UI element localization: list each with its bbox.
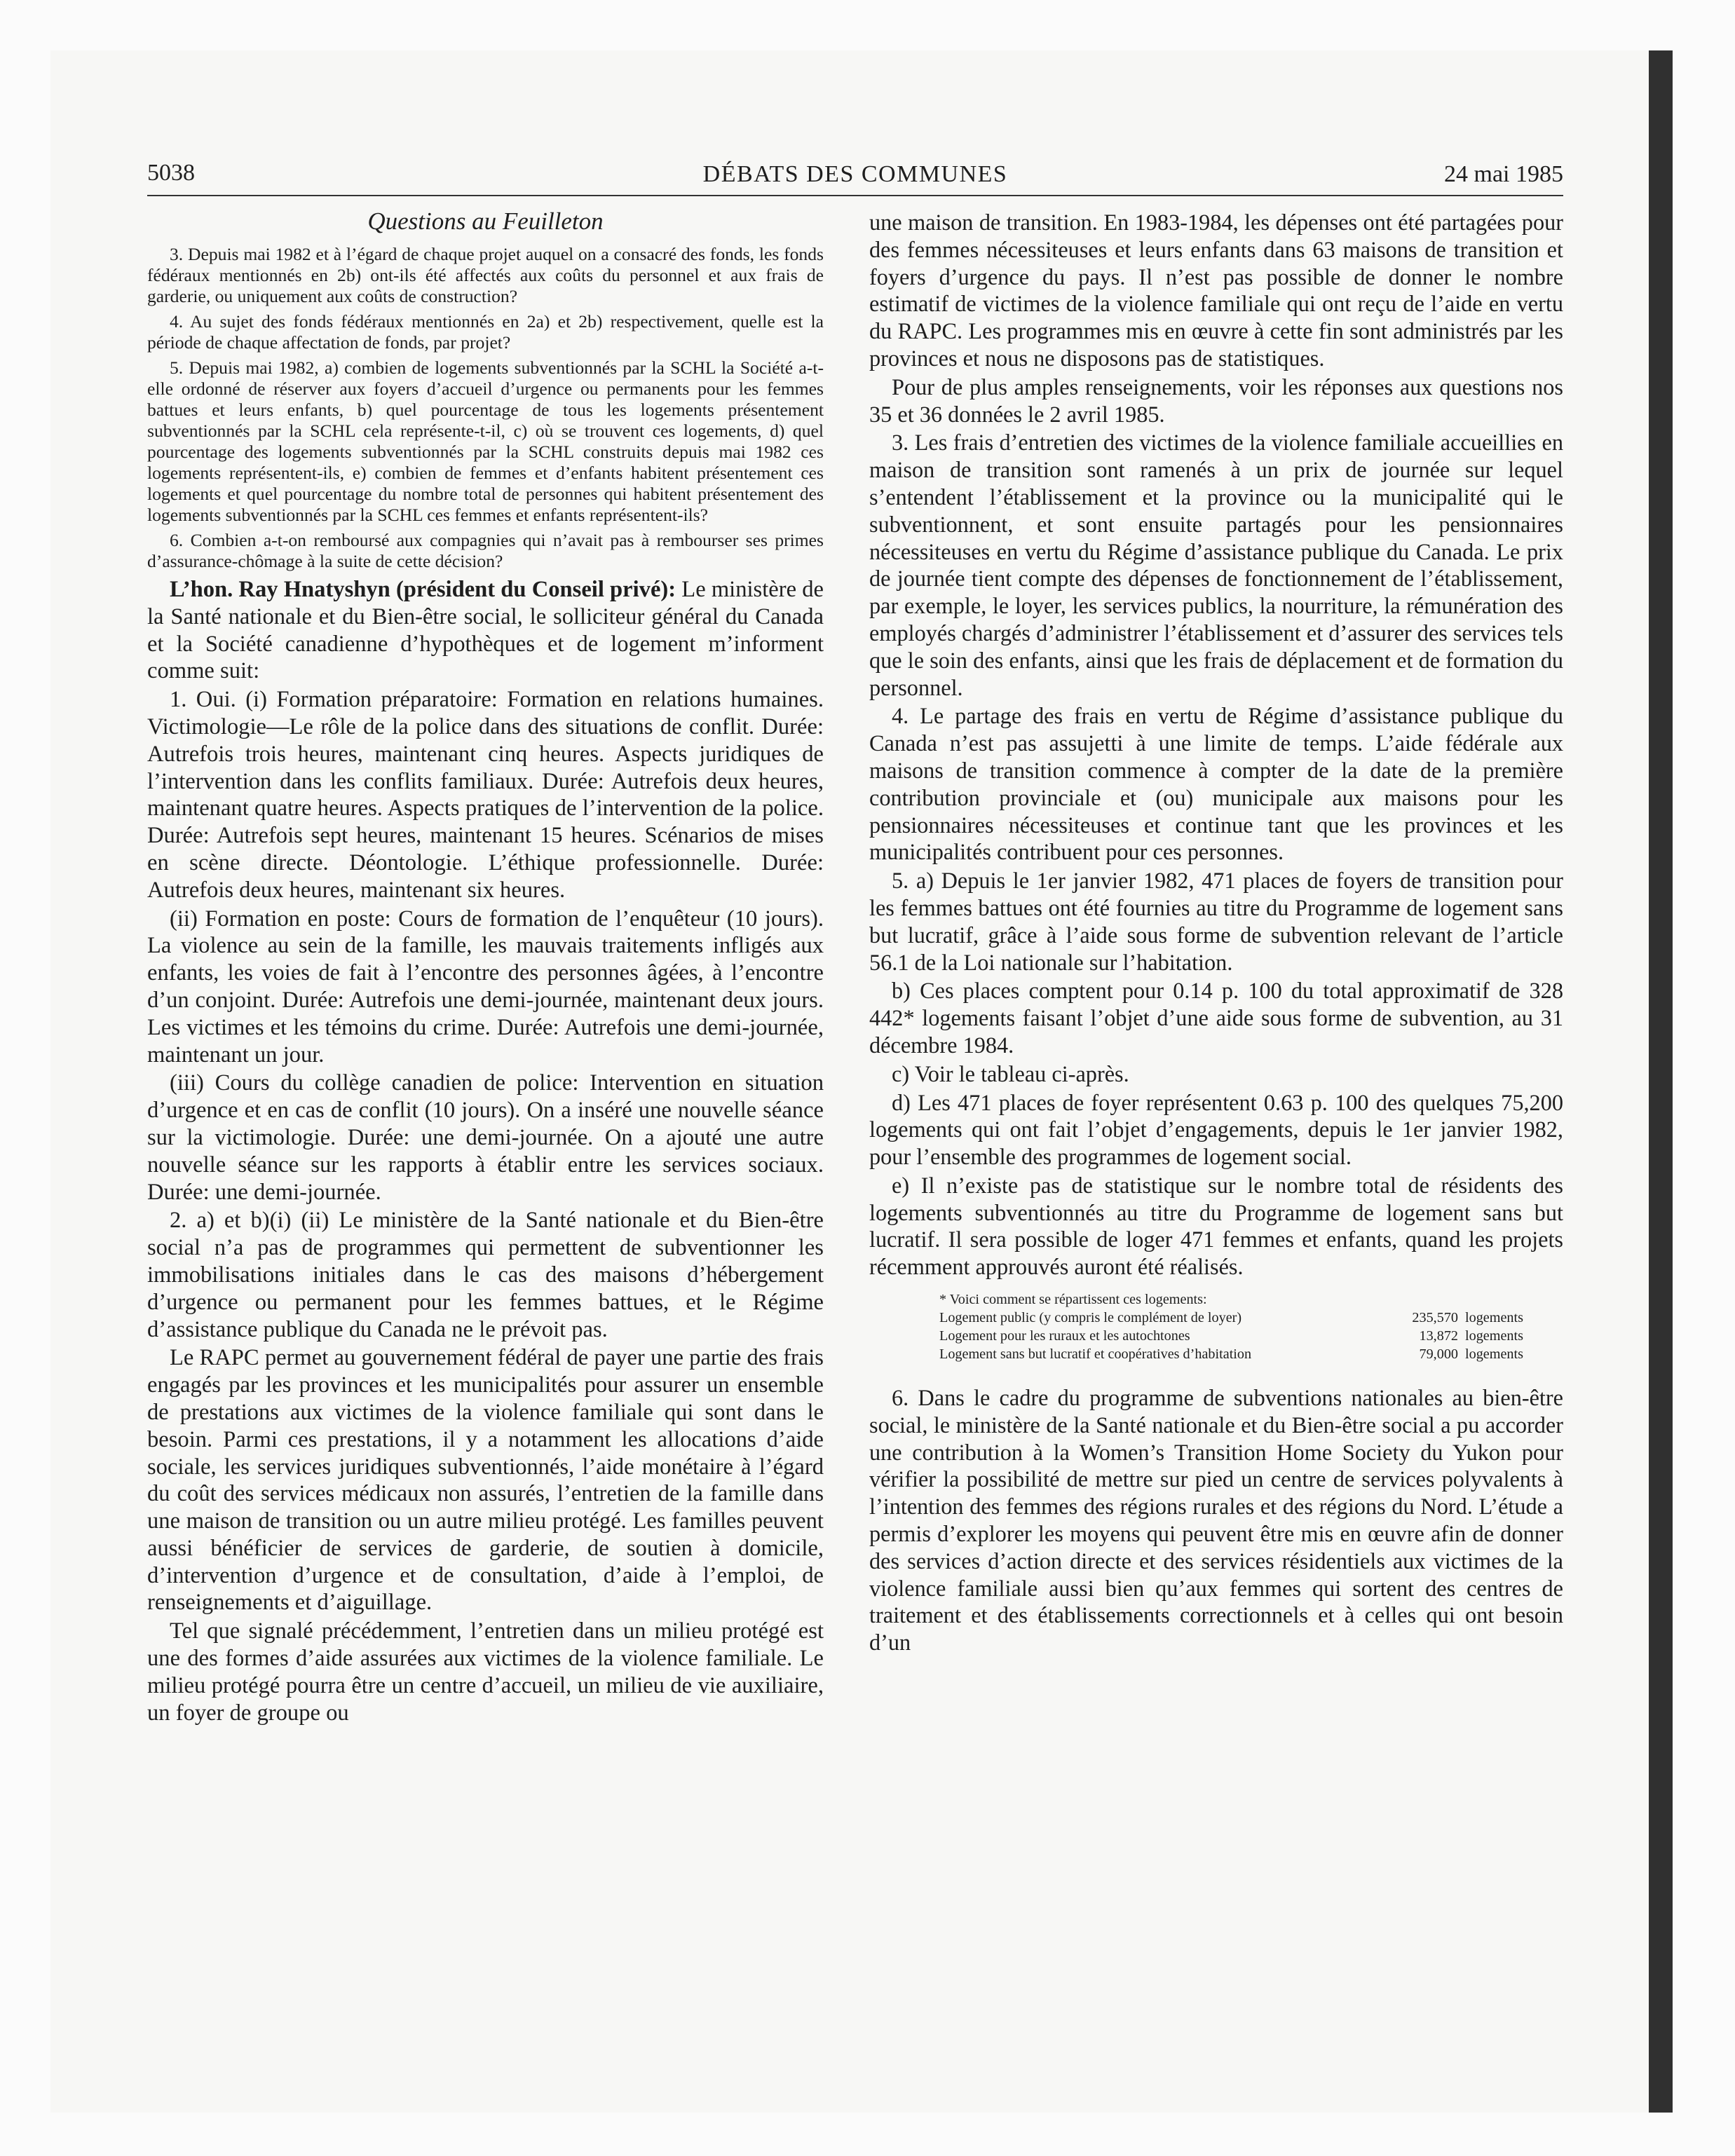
answer-paragraph (147, 576, 824, 685)
answer-paragraph: Tel que signalé précédemment, l’entretien dans un milieu protégé est une des formes d’aide assurées aux victimes de la violence familiale. Le milieu protégé pourra être un centre d’accueil, un milieu de vie auxiliaire, un foyer de groupe ou (147, 1618, 824, 1726)
answer-intro: Le ministère de la Santé nationale et du Bien-être social, le solliciteur général du Canada et la Société canadienne d’hypothèques et de logement m’informent comme suit: (147, 577, 824, 684)
row-value: 79,000 (1419, 1346, 1458, 1363)
row-unit: logements (1465, 1346, 1523, 1363)
header-rule (147, 195, 1563, 196)
row-value: 13,872 (1419, 1328, 1458, 1344)
page-date: 24 mai 1985 (1444, 161, 1563, 187)
answer-paragraph: (iii) Cours du collège canadien de police: Intervention en situation d’urgence et en cas de conflit (10 jours). On a inséré une nouvelle séance sur la victimologie. Durée: une demi-journée. On a ajouté une autre nouvelle séance sur les rapports à établir entre les services sociaux. Durée: une demi-journée. (147, 1070, 824, 1205)
answer-paragraph: 2. a) et b)(i) (ii) Le ministère de la Santé nationale et du Bien-être social n’a pas de programmes qui permettent de subventionner les immobilisations initiales dans le cas des maisons d’hébergement d’urgence ou permanent pour les femmes battues, et le Régime d’assistance publique du Canada ne le prévoit pas. (147, 1208, 824, 1342)
page-number: 5038 (147, 160, 195, 186)
answer-paragraph: b) Ces places comptent pour 0.14 p. 100 du total approximatif de 328 442* logements faisant l’objet d’une aide sous forme de subvention, au 31 décembre 1984. (869, 978, 1563, 1058)
housing-breakdown-table (925, 1309, 1542, 1363)
scan-edge-shadow (1649, 50, 1673, 2113)
left-column (147, 207, 824, 2065)
question-paragraph: 6. Combien a-t-on remboursé aux compagnies qui n’avait pas à rembourser ses primes d’assurance-chômage à la suite de cette décision? (147, 530, 824, 571)
row-label: Logement sans but lucratif et coopératives d’habitation (939, 1346, 1252, 1363)
table-row (925, 1327, 1542, 1345)
row-unit: logements (1465, 1328, 1523, 1344)
footnote-heading: * Voici comment se répartissent ces logements: (939, 1292, 1207, 1308)
answer-paragraph: e) Il n’existe pas de statistique sur le nombre total de résidents des logements subventionnés au titre du Programme de logement sans but lucratif. Il sera possible de loger 471 femmes et enfants, quand les projets récemment approuvés auront été réalisés. (869, 1172, 1563, 1280)
answer-paragraph: c) Voir le tableau ci-après. (892, 1060, 1129, 1086)
footnote-table (925, 1290, 1563, 1363)
answer-paragraph: d) Les 471 places de foyer représentent 0.63 p. 100 des quelques 75,200 logements qui ont fait l’objet d’engagements, depuis le 1er janvier 1982, pour l’ensemble des programmes de logement social. (869, 1089, 1563, 1170)
section-heading: Questions au Feuilleton (367, 207, 604, 235)
answer-paragraph: 5. a) Depuis le 1er janvier 1982, 471 places de foyers de transition pour les femmes battues ont été fournies au titre du Programme de logement sans but lucratif, grâce à l’aide sous forme de subvention relevant de l’article 56.1 de la Loi nationale sur l’habitation. (869, 868, 1563, 975)
question-paragraph: 5. Depuis mai 1982, a) combien de logements subventionnés par la SCHL la Société a-t-elle ordonné de réserver aux foyers d’accueil d’urgence ou permanents pour les femmes battues et leurs enfants, b) quel pourcentage de tous les logements présentement subventionnés par la SCHL cela représente-t-il, c) où se trouvent ces logements, d) quel pourcentage des logements subventionnés par la SCHL construits depuis mai 1982 ces logements représentent-ils, e) combien de femmes et d’enfants habitent présentement ces logements et quel pourcentage du nombre total de personnes qui habitent présentement des logements subventionnés par la SCHL ces femmes et enfants représentent-ils? (147, 357, 824, 525)
page-header (147, 156, 1563, 191)
row-label: Logement pour les ruraux et les autochtones (939, 1328, 1190, 1344)
answer-paragraph: une maison de transition. En 1983-1984, les dépenses ont été partagées pour des femmes nécessiteuses et leurs enfants dans 63 maisons de transition et foyers d’urgence du pays. Il n’est pas possible de donner le nombre estimatif de victimes de la violence familiale qui ont reçu de l’aide en vertu du RAPC. Les programmes mis en œuvre à cette fin sont administrés par les provinces et nous ne disposons pas de statistiques. (869, 210, 1563, 371)
right-column (869, 207, 1563, 2065)
answer-paragraph: 6. Dans le cadre du programme de subventions nationales au bien-être social, le ministère de la Santé nationale et du Bien-être social a pu accorder une contribution à la Women’s Transition Home Society du Yukon pour vérifier la possibilité de mettre sur pied un centre de services polyvalents à l’intention des femmes des régions rurales et des régions du Nord. L’étude a permis d’explorer les moyens qui peuvent être mis en œuvre afin de donner des services d’action directe et des services résidentiels aux victimes de la violence familiale aussi bien qu’aux femmes qui sortent des centres de traitement et des établissements correctionnels et à celles qui ont besoin d’un (869, 1385, 1563, 1656)
question-paragraph: 3. Depuis mai 1982 et à l’égard de chaque projet auquel on a consacré des fonds, les fonds fédéraux mentionnés en 2b) ont-ils été affectés aux coûts du personnel et aux frais de garderie, ou uniquement aux coûts de construction? (147, 244, 824, 306)
speaker-name: L’hon. Ray Hnatyshyn (président du Conseil privé): (170, 577, 676, 602)
answer-paragraph: 1. Oui. (i) Formation préparatoire: Formation en relations humaines. Victimologie—Le rôle de la police dans des situations de conflit. Durée: Autrefois trois heures, maintenant cinq heures. Aspects juridiques de l’intervention dans les conflits familiaux. Durée: Autrefois deux heures, maintenant quatre heures. Aspects pratiques de l’intervention de la police. Durée: Autrefois sept heures, maintenant 15 heures. Scénarios de mises en scène directe. Déontologie. L’éthique professionnelle. Durée: Autrefois deux heures, maintenant six heures. (147, 687, 824, 903)
row-value: 235,570 (1412, 1310, 1458, 1326)
answer-paragraph: (ii) Formation en poste: Cours de formation de l’enquêteur (10 jours). La violence au sein de la famille, les mauvais traitements infligés aux enfants, les voies de fait à l’encontre des personnes âgées, à l’encontre d’un conjoint. Durée: Autrefois une demi-journée, maintenant deux jours. Les victimes et les témoins du crime. Durée: Autrefois une demi-journée, maintenant un jour. (147, 906, 824, 1067)
table-row (925, 1309, 1542, 1327)
row-unit: logements (1465, 1310, 1523, 1326)
row-label: Logement public (y compris le complément de loyer) (939, 1310, 1242, 1326)
answer-paragraph: Le RAPC permet au gouvernement fédéral de payer une partie des frais engagés par les provinces et les municipalités pour assurer un ensemble de prestations aux victimes de la violence familiale qui sont dans le besoin. Parmi ces prestations, il y a notamment les allocations d’aide sociale, les services juridiques subventionnés, l’aide monétaire à l’égard du coût des services médicaux non assurés, l’entretien de la famille dans une maison de transition ou un autre milieu protégé. Les familles peuvent aussi bénéficier de services de garderie, de soutien à domicile, d’intervention d’urgence et de consultation, d’aide à l’emploi, de renseignements et d’aiguillage. (147, 1345, 824, 1616)
table-row (925, 1345, 1542, 1363)
answer-paragraph: 4. Le partage des frais en vertu de Régime d’assistance publique du Canada n’est pas assujetti à une limite de temps. L’aide fédérale aux maisons de transition commence à compter de la date de la première contribution provinciale et (ou) municipale aux maisons pour les pensionnaires nécessiteuses et continue tant que les provinces et les municipalités contribuent pour ces personnes. (869, 703, 1563, 865)
journal-title: DÉBATS DES COMMUNES (702, 161, 1008, 187)
answer-paragraph: Pour de plus amples renseignements, voir les réponses aux questions nos 35 et 36 données le 2 avril 1985. (869, 374, 1563, 427)
question-paragraph: 4. Au sujet des fonds fédéraux mentionnés en 2a) et 2b) respectivement, quelle est la période de chaque affectation de fonds, par projet? (147, 311, 824, 353)
answer-paragraph: 3. Les frais d’entretien des victimes de la violence familiale accueillies en maison de transition sont ramenés à un prix de journée sur lequel s’entendent l’établissement et la province ou la municipalité qui le subventionnent, et sont ensuite partagés pour les pensionnaires nécessiteuses en vertu du Régime d’assistance publique du Canada. Le prix de journée tient compte des dépenses de fonctionnement de l’établissement, par exemple, le loyer, les services publics, la nourriture, la rémunération des employés chargés d’administrer l’établissement et d’assurer des services tels que le soin des enfants, ainsi que les frais de déplacement et de formation du personnel. (869, 430, 1563, 700)
